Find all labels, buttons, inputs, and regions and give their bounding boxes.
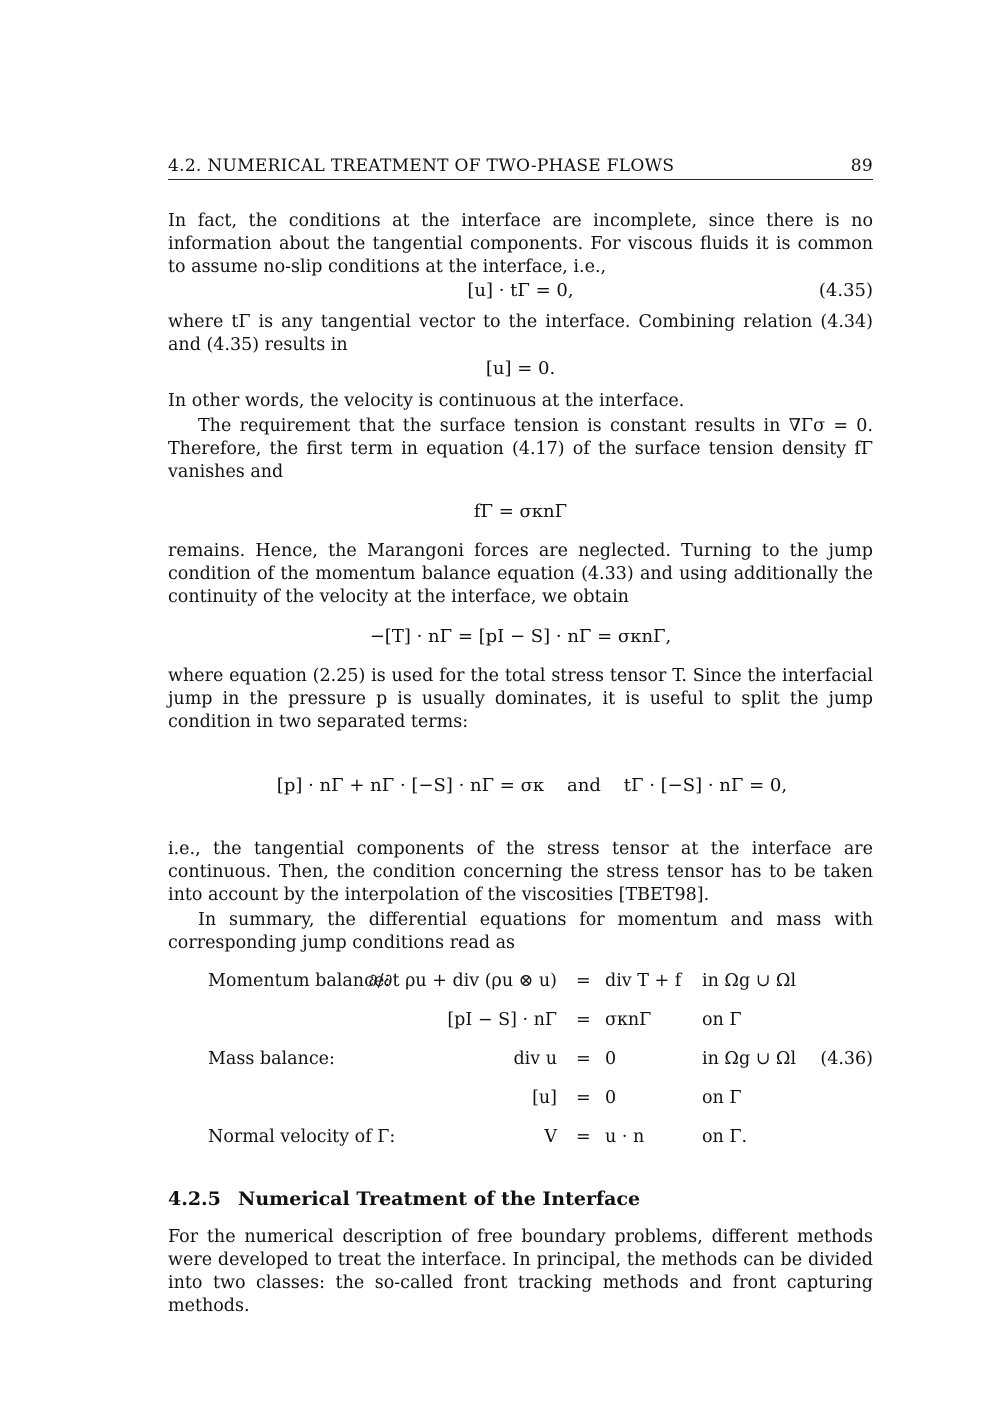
system-lhs: ∂/∂t ρu + div (ρu ⊗ u) — [368, 971, 557, 991]
system-equals: = — [576, 1127, 591, 1147]
system-domain: on Γ — [702, 1010, 742, 1030]
paragraph-1: In fact, the conditions at the interface are incomplete, since there is no information about the tangential components. For viscous fluids it is common to assume no-slip conditions at the interface, i.e., — [168, 211, 873, 277]
equation-f-formula: fΓ = σκnΓ — [473, 501, 568, 522]
page-number: 89 — [850, 156, 873, 176]
paragraph-2: where tΓ is any tangential vector to the interface. Combining relation (4.34) and (4.35) results in — [168, 312, 873, 355]
equation-split-terms — [168, 750, 873, 822]
system-equals: = — [576, 1049, 591, 1069]
section-title: Numerical Treatment of the Interface — [238, 1188, 641, 1210]
system-domain: in Ωg ∪ Ωl — [702, 971, 797, 991]
equation-number-4-35: (4.35) — [818, 280, 873, 301]
system-rhs: 0 — [605, 1049, 617, 1069]
system-domain: in Ωg ∪ Ωl — [702, 1049, 797, 1069]
equation-u-continuity — [168, 357, 873, 381]
system-row-mass-jump — [168, 1088, 873, 1114]
paragraph-9: For the numerical description of free boundary problems, different methods were developed to treat the interface. In principal, the methods can be divided into two classes: the so-called front tracking methods and front capturing methods. — [168, 1227, 873, 1316]
equation-surface-tension — [168, 500, 873, 524]
header-title: 4.2. NUMERICAL TREATMENT OF TWO-PHASE FLOWS — [168, 156, 675, 176]
page — [168, 156, 873, 1318]
paragraph-3: In other words, the velocity is continuous at the interface. — [168, 391, 685, 411]
equation-stress-jump — [168, 625, 873, 649]
section-number: 4.2.5 — [168, 1188, 221, 1210]
paragraph-8: In summary, the differential equations for momentum and mass with corresponding jump conditions read as — [168, 910, 873, 953]
system-label: Mass balance: — [208, 1049, 335, 1069]
system-lhs: div u — [513, 1049, 557, 1069]
equation-split-formula: [p] · nΓ + nΓ · [−S] · nΓ = σκ and tΓ · [−S] · nΓ = 0, — [276, 775, 788, 796]
system-equals: = — [576, 971, 591, 991]
equation-4-35 — [168, 279, 873, 303]
system-rhs: u · n — [605, 1127, 645, 1147]
paragraph-4: The requirement that the surface tension is constant results in ∇Γσ = 0. Therefore, the first term in equation (4.17) of the surface tension density fΓ vanishes and — [168, 416, 873, 482]
paragraph-6: where equation (2.25) is used for the total stress tensor T. Since the interfacial jump in the pressure p is usually dominates, it is useful to split the jump condition in two separated terms: — [168, 666, 873, 732]
system-rhs: 0 — [605, 1088, 617, 1108]
system-lhs: [pI − S] · nΓ — [447, 1010, 557, 1030]
paragraph-7: i.e., the tangential components of the stress tensor at the interface are continuous. Then, the condition concerning the stress tensor has to be taken into account by the interpolation of the viscosities [TBET98]. — [168, 839, 873, 905]
system-label: Normal velocity of Γ: — [208, 1127, 396, 1147]
running-header — [168, 156, 873, 180]
system-domain: on Γ. — [702, 1127, 748, 1147]
equation-number-4-36: (4.36) — [820, 1049, 873, 1069]
system-lhs: [u] — [532, 1088, 557, 1108]
system-rhs: σκnΓ — [605, 1010, 652, 1030]
system-row-momentum-jump — [168, 1010, 873, 1036]
paragraph-5: remains. Hence, the Marangoni forces are neglected. Turning to the jump condition of the momentum balance equation (4.33) and using additionally the continuity of the velocity at the interface, we obtain — [168, 541, 873, 607]
equation-u-formula: [u] = 0. — [485, 358, 556, 379]
system-row-normal-velocity — [168, 1127, 873, 1153]
equation-T-formula: −[T] · nΓ = [pI − S] · nΓ = σκnΓ, — [369, 626, 672, 647]
section-heading — [168, 1186, 873, 1212]
equation-4-35-formula: [u] · tΓ = 0, — [467, 280, 574, 301]
system-equals: = — [576, 1088, 591, 1108]
system-row-mass — [168, 1049, 873, 1075]
system-domain: on Γ — [702, 1088, 742, 1108]
equation-system-4-36 — [168, 971, 873, 1166]
system-row-momentum — [168, 971, 873, 997]
system-equals: = — [576, 1010, 591, 1030]
system-rhs: div T + f — [605, 971, 682, 991]
system-label: Momentum balance: — [208, 971, 391, 991]
system-lhs: V — [544, 1127, 557, 1147]
